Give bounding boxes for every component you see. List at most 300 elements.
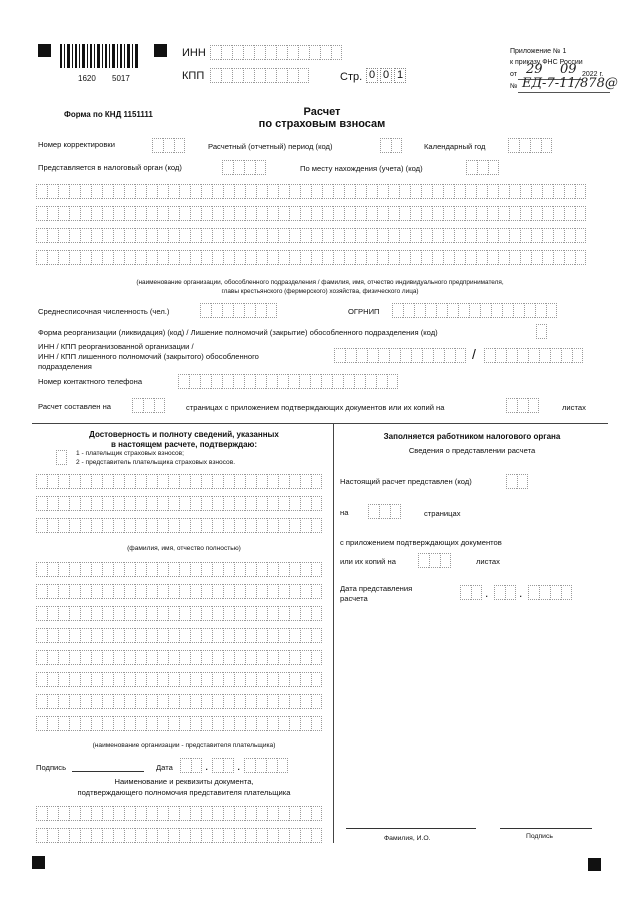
input-cell[interactable] xyxy=(267,694,278,709)
input-cell[interactable] xyxy=(36,606,47,621)
doc-row[interactable] xyxy=(36,806,322,821)
input-cell[interactable] xyxy=(267,184,278,199)
input-cell[interactable] xyxy=(58,828,69,843)
input-cell[interactable] xyxy=(255,374,266,389)
input-cell[interactable] xyxy=(135,474,146,489)
input-cell[interactable] xyxy=(278,228,289,243)
input-cell[interactable] xyxy=(432,206,443,221)
input-cell[interactable] xyxy=(234,716,245,731)
input-cell[interactable] xyxy=(223,228,234,243)
input-cell[interactable] xyxy=(517,348,528,363)
input-cell[interactable] xyxy=(575,250,586,265)
input-cell[interactable] xyxy=(69,606,80,621)
input-cell[interactable] xyxy=(212,518,223,533)
input-cell[interactable] xyxy=(256,228,267,243)
input-cell[interactable] xyxy=(212,716,223,731)
input-cell[interactable] xyxy=(487,206,498,221)
input-cell[interactable] xyxy=(267,474,278,489)
input-cell[interactable] xyxy=(311,184,322,199)
right-date-year-cells[interactable] xyxy=(528,585,572,600)
input-cell[interactable] xyxy=(135,250,146,265)
input-cell[interactable] xyxy=(58,694,69,709)
input-cell[interactable] xyxy=(300,184,311,199)
input-cell[interactable] xyxy=(443,184,454,199)
input-cell[interactable] xyxy=(102,606,113,621)
input-cell[interactable] xyxy=(80,628,91,643)
input-cell[interactable] xyxy=(91,250,102,265)
input-cell[interactable] xyxy=(300,716,311,731)
input-cell[interactable] xyxy=(146,694,157,709)
input-cell[interactable] xyxy=(267,228,278,243)
input-cell[interactable] xyxy=(380,138,391,153)
input-cell[interactable] xyxy=(113,562,124,577)
input-cell[interactable] xyxy=(542,184,553,199)
input-cell[interactable] xyxy=(311,562,322,577)
input-cell[interactable] xyxy=(135,562,146,577)
input-cell[interactable] xyxy=(135,584,146,599)
input-cell[interactable] xyxy=(190,518,201,533)
input-cell[interactable] xyxy=(278,496,289,511)
input-cell[interactable] xyxy=(300,806,311,821)
composed-pages-cells[interactable] xyxy=(132,398,165,413)
rep-org-row[interactable] xyxy=(36,672,322,687)
input-cell[interactable] xyxy=(356,348,367,363)
input-cell[interactable] xyxy=(476,206,487,221)
input-cell[interactable] xyxy=(179,606,190,621)
input-cell[interactable] xyxy=(113,496,124,511)
input-cell[interactable] xyxy=(519,138,530,153)
input-cell[interactable] xyxy=(47,496,58,511)
input-cell[interactable] xyxy=(179,650,190,665)
input-cell[interactable] xyxy=(403,303,414,318)
input-cell[interactable] xyxy=(311,496,322,511)
input-cell[interactable] xyxy=(135,806,146,821)
input-cell[interactable] xyxy=(254,45,265,60)
input-cell[interactable] xyxy=(223,694,234,709)
input-cell[interactable] xyxy=(58,806,69,821)
input-cell[interactable] xyxy=(223,672,234,687)
input-cell[interactable] xyxy=(124,672,135,687)
input-cell[interactable] xyxy=(322,206,333,221)
input-cell[interactable] xyxy=(245,584,256,599)
input-cell[interactable] xyxy=(392,303,403,318)
input-cell[interactable] xyxy=(168,694,179,709)
input-cell[interactable] xyxy=(178,374,189,389)
input-cell[interactable] xyxy=(572,348,583,363)
input-cell[interactable] xyxy=(487,250,498,265)
input-cell[interactable] xyxy=(201,716,212,731)
input-cell[interactable] xyxy=(564,228,575,243)
input-cell[interactable] xyxy=(113,628,124,643)
input-cell[interactable] xyxy=(289,694,300,709)
input-cell[interactable] xyxy=(488,160,499,175)
input-cell[interactable] xyxy=(256,828,267,843)
input-cell[interactable] xyxy=(234,184,245,199)
input-cell[interactable] xyxy=(168,228,179,243)
input-cell[interactable] xyxy=(509,206,520,221)
input-cell[interactable] xyxy=(528,398,539,413)
input-cell[interactable] xyxy=(300,694,311,709)
input-cell[interactable] xyxy=(267,518,278,533)
input-cell[interactable] xyxy=(47,672,58,687)
input-cell[interactable] xyxy=(135,650,146,665)
input-cell[interactable] xyxy=(190,694,201,709)
input-cell[interactable] xyxy=(513,303,524,318)
input-cell[interactable] xyxy=(58,606,69,621)
input-cell[interactable] xyxy=(157,650,168,665)
input-cell[interactable] xyxy=(124,606,135,621)
input-cell[interactable] xyxy=(113,184,124,199)
input-cell[interactable] xyxy=(91,694,102,709)
input-cell[interactable] xyxy=(447,303,458,318)
input-cell[interactable] xyxy=(80,474,91,489)
input-cell[interactable] xyxy=(244,303,255,318)
input-cell[interactable] xyxy=(179,496,190,511)
input-cell[interactable] xyxy=(69,716,80,731)
input-cell[interactable] xyxy=(491,303,502,318)
input-cell[interactable] xyxy=(245,184,256,199)
input-cell[interactable] xyxy=(300,672,311,687)
input-cell[interactable] xyxy=(179,828,190,843)
input-cell[interactable] xyxy=(210,68,221,83)
input-cell[interactable] xyxy=(376,374,387,389)
input-cell[interactable] xyxy=(245,672,256,687)
input-cell[interactable] xyxy=(278,806,289,821)
input-cell[interactable] xyxy=(102,650,113,665)
input-cell[interactable] xyxy=(344,206,355,221)
input-cell[interactable] xyxy=(157,606,168,621)
rep-org-row[interactable] xyxy=(36,628,322,643)
input-cell[interactable] xyxy=(168,806,179,821)
rep-org-row[interactable] xyxy=(36,584,322,599)
input-cell[interactable] xyxy=(168,584,179,599)
input-cell[interactable] xyxy=(69,562,80,577)
input-cell[interactable] xyxy=(520,250,531,265)
input-cell[interactable] xyxy=(531,184,542,199)
input-cell[interactable] xyxy=(157,828,168,843)
input-cell[interactable] xyxy=(36,694,47,709)
input-cell[interactable] xyxy=(311,694,322,709)
input-cell[interactable] xyxy=(200,303,211,318)
input-cell[interactable] xyxy=(36,228,47,243)
input-cell[interactable] xyxy=(47,806,58,821)
input-cell[interactable] xyxy=(201,250,212,265)
input-cell[interactable] xyxy=(146,562,157,577)
input-cell[interactable] xyxy=(179,806,190,821)
input-cell[interactable] xyxy=(466,160,477,175)
input-cell[interactable] xyxy=(179,250,190,265)
input-cell[interactable] xyxy=(528,585,539,600)
input-cell[interactable] xyxy=(146,716,157,731)
input-cell[interactable] xyxy=(157,250,168,265)
input-cell[interactable] xyxy=(289,184,300,199)
input-cell[interactable] xyxy=(102,496,113,511)
input-cell[interactable] xyxy=(200,374,211,389)
input-cell[interactable] xyxy=(58,650,69,665)
input-cell[interactable] xyxy=(266,374,277,389)
input-cell[interactable] xyxy=(58,228,69,243)
input-cell[interactable] xyxy=(102,584,113,599)
input-cell[interactable] xyxy=(287,45,298,60)
input-cell[interactable] xyxy=(278,250,289,265)
input-cell[interactable] xyxy=(245,518,256,533)
input-cell[interactable] xyxy=(311,518,322,533)
input-cell[interactable] xyxy=(36,628,47,643)
input-cell[interactable] xyxy=(223,562,234,577)
input-cell[interactable] xyxy=(113,650,124,665)
input-cell[interactable] xyxy=(278,184,289,199)
input-cell[interactable] xyxy=(455,348,466,363)
input-cell[interactable] xyxy=(498,206,509,221)
input-cell[interactable] xyxy=(102,228,113,243)
input-cell[interactable] xyxy=(154,398,165,413)
input-cell[interactable] xyxy=(535,303,546,318)
input-cell[interactable] xyxy=(331,45,342,60)
input-cell[interactable] xyxy=(267,562,278,577)
input-cell[interactable] xyxy=(201,628,212,643)
input-cell[interactable] xyxy=(234,496,245,511)
input-cell[interactable] xyxy=(311,650,322,665)
input-cell[interactable] xyxy=(135,606,146,621)
input-cell[interactable] xyxy=(157,562,168,577)
input-cell[interactable] xyxy=(222,160,233,175)
input-cell[interactable] xyxy=(201,206,212,221)
input-cell[interactable] xyxy=(135,628,146,643)
input-cell[interactable] xyxy=(278,206,289,221)
input-cell[interactable] xyxy=(432,250,443,265)
input-cell[interactable] xyxy=(201,672,212,687)
input-cell[interactable] xyxy=(80,206,91,221)
input-cell[interactable] xyxy=(289,496,300,511)
input-cell[interactable] xyxy=(91,606,102,621)
input-cell[interactable] xyxy=(201,228,212,243)
input-cell[interactable] xyxy=(289,716,300,731)
input-cell[interactable] xyxy=(553,228,564,243)
input-cell[interactable] xyxy=(553,250,564,265)
input-cell[interactable] xyxy=(289,584,300,599)
input-cell[interactable] xyxy=(47,650,58,665)
input-cell[interactable] xyxy=(300,206,311,221)
input-cell[interactable] xyxy=(190,606,201,621)
input-cell[interactable] xyxy=(509,250,520,265)
input-cell[interactable] xyxy=(58,518,69,533)
input-cell[interactable] xyxy=(124,206,135,221)
input-cell[interactable] xyxy=(69,228,80,243)
input-cell[interactable] xyxy=(190,828,201,843)
input-cell[interactable] xyxy=(355,250,366,265)
input-cell[interactable] xyxy=(255,303,266,318)
input-cell[interactable] xyxy=(212,250,223,265)
input-cell[interactable] xyxy=(232,45,243,60)
input-cell[interactable] xyxy=(436,303,447,318)
input-cell[interactable] xyxy=(146,806,157,821)
input-cell[interactable] xyxy=(91,628,102,643)
input-cell[interactable] xyxy=(146,672,157,687)
input-cell[interactable] xyxy=(508,138,519,153)
input-cell[interactable] xyxy=(278,562,289,577)
input-cell[interactable] xyxy=(443,250,454,265)
input-cell[interactable] xyxy=(506,348,517,363)
input-cell[interactable] xyxy=(432,184,443,199)
input-cell[interactable] xyxy=(344,184,355,199)
kpp-cells[interactable] xyxy=(210,68,309,83)
input-cell[interactable] xyxy=(517,398,528,413)
input-cell[interactable] xyxy=(102,716,113,731)
input-cell[interactable] xyxy=(276,45,287,60)
input-cell[interactable] xyxy=(223,496,234,511)
input-cell[interactable] xyxy=(541,138,552,153)
input-cell[interactable] xyxy=(69,828,80,843)
input-cell[interactable] xyxy=(80,184,91,199)
input-cell[interactable] xyxy=(201,184,212,199)
input-cell[interactable] xyxy=(168,474,179,489)
input-cell[interactable] xyxy=(179,228,190,243)
input-cell[interactable] xyxy=(102,806,113,821)
input-cell[interactable] xyxy=(80,496,91,511)
input-cell[interactable] xyxy=(91,518,102,533)
input-cell[interactable] xyxy=(157,228,168,243)
input-cell[interactable] xyxy=(289,628,300,643)
input-cell[interactable] xyxy=(58,184,69,199)
input-cell[interactable] xyxy=(124,184,135,199)
input-cell[interactable] xyxy=(289,650,300,665)
input-cell[interactable] xyxy=(344,250,355,265)
input-cell[interactable] xyxy=(157,694,168,709)
input-cell[interactable] xyxy=(311,584,322,599)
input-cell[interactable] xyxy=(146,184,157,199)
input-cell[interactable] xyxy=(520,206,531,221)
input-cell[interactable] xyxy=(124,518,135,533)
input-cell[interactable] xyxy=(179,184,190,199)
rep-org-row[interactable] xyxy=(36,716,322,731)
input-cell[interactable] xyxy=(190,206,201,221)
input-cell[interactable] xyxy=(234,562,245,577)
input-cell[interactable] xyxy=(201,828,212,843)
input-cell[interactable] xyxy=(458,303,469,318)
rep-org-row[interactable] xyxy=(36,562,322,577)
input-cell[interactable] xyxy=(113,806,124,821)
input-cell[interactable] xyxy=(91,184,102,199)
input-cell[interactable] xyxy=(58,716,69,731)
input-cell[interactable] xyxy=(243,68,254,83)
input-cell[interactable] xyxy=(539,348,550,363)
input-cell[interactable] xyxy=(310,374,321,389)
input-cell[interactable] xyxy=(157,628,168,643)
fio-line[interactable] xyxy=(346,828,476,829)
input-cell[interactable] xyxy=(333,206,344,221)
input-cell[interactable] xyxy=(80,250,91,265)
input-cell[interactable] xyxy=(69,650,80,665)
input-cell[interactable] xyxy=(245,606,256,621)
input-cell[interactable] xyxy=(190,650,201,665)
input-cell[interactable] xyxy=(201,806,212,821)
input-cell[interactable] xyxy=(321,374,332,389)
input-cell[interactable] xyxy=(267,672,278,687)
input-cell[interactable] xyxy=(266,758,277,773)
period-cells[interactable] xyxy=(380,138,402,153)
input-cell[interactable] xyxy=(421,250,432,265)
reorg-inn-cells[interactable] xyxy=(334,348,466,363)
input-cell[interactable] xyxy=(278,628,289,643)
input-cell[interactable] xyxy=(189,374,200,389)
input-cell[interactable] xyxy=(300,518,311,533)
input-cell[interactable] xyxy=(47,474,58,489)
input-cell[interactable] xyxy=(300,562,311,577)
input-cell[interactable] xyxy=(102,628,113,643)
input-cell[interactable] xyxy=(168,650,179,665)
input-cell[interactable] xyxy=(256,518,267,533)
input-cell[interactable] xyxy=(410,250,421,265)
input-cell[interactable] xyxy=(256,806,267,821)
input-cell[interactable] xyxy=(561,585,572,600)
input-cell[interactable] xyxy=(234,518,245,533)
input-cell[interactable] xyxy=(47,206,58,221)
input-cell[interactable] xyxy=(91,206,102,221)
input-cell[interactable] xyxy=(245,228,256,243)
input-cell[interactable] xyxy=(311,806,322,821)
input-cell[interactable] xyxy=(530,138,541,153)
fio-row[interactable] xyxy=(36,474,322,489)
input-cell[interactable] xyxy=(432,228,443,243)
input-cell[interactable] xyxy=(201,496,212,511)
input-cell[interactable] xyxy=(553,206,564,221)
org-name-row[interactable] xyxy=(36,184,586,199)
input-cell[interactable] xyxy=(255,160,266,175)
input-cell[interactable] xyxy=(520,228,531,243)
input-cell[interactable] xyxy=(469,303,480,318)
input-cell[interactable] xyxy=(91,228,102,243)
input-cell[interactable] xyxy=(300,628,311,643)
input-cell[interactable] xyxy=(58,584,69,599)
input-cell[interactable] xyxy=(211,374,222,389)
input-cell[interactable] xyxy=(267,250,278,265)
input-cell[interactable] xyxy=(278,650,289,665)
input-cell[interactable] xyxy=(80,806,91,821)
input-cell[interactable] xyxy=(146,828,157,843)
input-cell[interactable] xyxy=(234,672,245,687)
input-cell[interactable] xyxy=(36,584,47,599)
input-cell[interactable] xyxy=(56,450,67,465)
input-cell[interactable] xyxy=(146,584,157,599)
input-cell[interactable] xyxy=(190,562,201,577)
input-cell[interactable] xyxy=(311,628,322,643)
input-cell[interactable] xyxy=(47,228,58,243)
input-cell[interactable] xyxy=(524,303,535,318)
input-cell[interactable] xyxy=(480,303,491,318)
input-cell[interactable] xyxy=(80,228,91,243)
input-cell[interactable] xyxy=(212,474,223,489)
input-cell[interactable] xyxy=(124,562,135,577)
input-cell[interactable] xyxy=(80,828,91,843)
input-cell[interactable] xyxy=(487,228,498,243)
input-cell[interactable] xyxy=(135,206,146,221)
input-cell[interactable] xyxy=(311,828,322,843)
input-cell[interactable] xyxy=(36,518,47,533)
right-pages-cells[interactable] xyxy=(368,504,401,519)
input-cell[interactable] xyxy=(113,606,124,621)
doc-row[interactable] xyxy=(36,828,322,843)
input-cell[interactable] xyxy=(311,672,322,687)
input-cell[interactable] xyxy=(400,348,411,363)
input-cell[interactable] xyxy=(300,828,311,843)
input-cell[interactable] xyxy=(69,672,80,687)
input-cell[interactable] xyxy=(36,206,47,221)
input-cell[interactable] xyxy=(190,672,201,687)
input-cell[interactable] xyxy=(267,206,278,221)
input-cell[interactable] xyxy=(505,585,516,600)
input-cell[interactable] xyxy=(256,628,267,643)
input-cell[interactable] xyxy=(389,348,400,363)
